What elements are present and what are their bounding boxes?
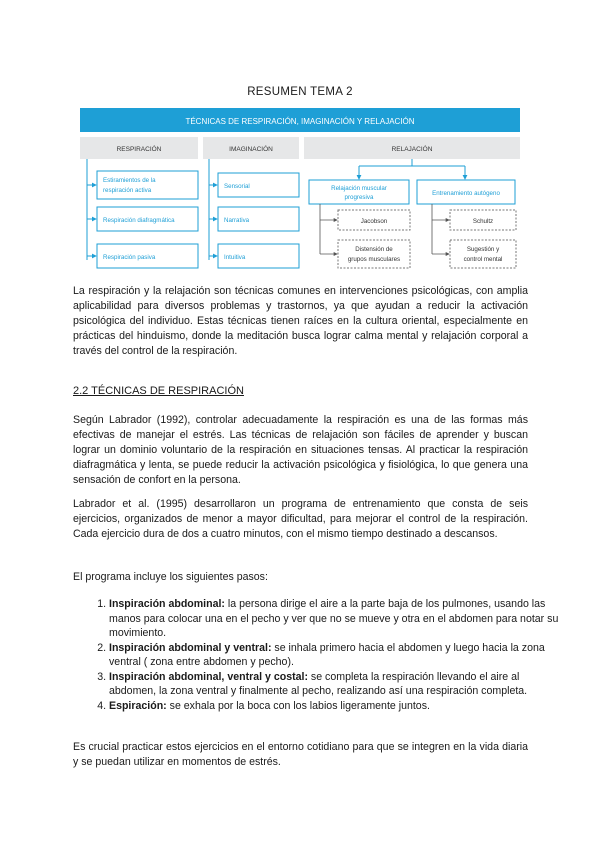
sub-jacobson-text: Jacobson <box>360 218 388 225</box>
techniques-diagram <box>80 108 520 274</box>
relajacion-muscular-line1: Relajación muscular <box>331 185 387 192</box>
program-intro: El programa incluye los siguientes pasos: <box>73 571 268 583</box>
section-heading: 2.2 TÉCNICAS DE RESPIRACIÓN <box>73 385 244 397</box>
sub-distension-line1: Distensión de <box>355 246 393 253</box>
step-text: se inhala primero hacia el abdomen y luego hacia la zona ventral ( zona entre abdomen y pecho). <box>109 641 545 668</box>
respiracion-item-diafragmatica-text: Respiración diafragmática <box>103 217 175 224</box>
respiracion-item-activa-line1: Estiramientos de la <box>103 177 156 184</box>
intro-paragraph: La respiración y la relajación son técnicas comunes en intervenciones psicológicas, con amplia aplicabilidad para diversos problemas y trastornos, ya que ayudan a reducir la activación psicológica del individuo. Estas técnicas tienen raíces en la cultura oriental, especialmente en prácticas del hinduismo, donde la meditación busca lograr calma mental y relajación corporal a través del control de la respiración. <box>73 285 528 357</box>
sub-schultz-text: Schultz <box>472 218 494 225</box>
imaginacion-item-sensorial-text: Sensorial <box>224 183 250 190</box>
closing-paragraph: Es crucial practicar estos ejercicios en el entorno cotidiano para que se integren en la vida diaria y se puedan utilizar en momentos de estrés. <box>73 741 528 768</box>
imaginacion-item-narrativa-text: Narrativa <box>224 217 250 224</box>
list-item <box>109 699 564 714</box>
step-text: se exhala por la boca con los labios ligeramente juntos. <box>166 699 430 712</box>
relajacion-connector <box>359 159 465 179</box>
respiracion-item-pasiva-text: Respiración pasiva <box>103 254 156 261</box>
list-item <box>109 597 564 641</box>
document-title: RESUMEN TEMA 2 <box>247 86 353 98</box>
respiracion-item-activa <box>97 171 198 199</box>
header-respiracion-text: RESPIRACIÓN <box>116 146 162 153</box>
step-title: Inspiración abdominal, ventral y costal: <box>109 670 308 683</box>
step-text: se completa la respiración llevando el aire al abdomen, la zona ventral y finalmente al pecho, realizando así una respiración completa. <box>109 670 528 697</box>
step-title: Inspiración abdominal: <box>109 598 225 610</box>
step-title: Espiración: <box>109 699 167 712</box>
list-item <box>109 670 564 699</box>
step-title: Inspiración abdominal y ventral: <box>109 641 272 654</box>
step-text: la persona dirige el aire a la parte baja de los pulmones, usando las manos para colocar una en el pecho y ver que no se mueve y otra en el abdomen para notar su movimiento. <box>109 598 559 639</box>
sub-sugestion-line1: Sugestión y <box>466 246 500 253</box>
list-item <box>109 641 564 670</box>
sub-sugestion <box>450 240 516 268</box>
entrenamiento-autogeno-text: Entrenamiento autógeno <box>432 190 500 197</box>
steps-list <box>73 597 564 713</box>
paragraph-labrador-1992: Según Labrador (1992), controlar adecuadamente la respiración es una de las formas más efectivas de manejar el estrés. Las técnicas de relajación son fáciles de aprender y buscan lograr un dominio voluntario de la respiración en situaciones tensas. Al practicar la respiración diafragmática y lenta, se puede reducir la activación psicológica y fisiológica, lo que genera una sensación de confort en la persona. <box>73 414 528 486</box>
relajacion-muscular-line2: progresiva <box>344 194 374 201</box>
paragraph-labrador-1995: Labrador et al. (1995) desarrollaron un programa de entrenamiento que consta de seis ejercicios, organizados de menor a mayor dificultad, para mejorar el control de la respiración. Cada ejercicio dura de dos a cuatro minutos, con el mismo tiempo destinado a descansos. <box>73 498 528 540</box>
header-relajacion-text: RELAJACIÓN <box>391 146 433 153</box>
sub-distension-line2: grupos musculares <box>347 256 401 263</box>
diagram-banner-text: TÉCNICAS DE RESPIRACIÓN, IMAGINACIÓN Y RELAJACIÓN <box>185 117 415 126</box>
header-imaginacion-text: IMAGINACIÓN <box>229 146 273 153</box>
sub-sugestion-line2: control mental <box>463 256 503 263</box>
sub-distension <box>338 240 410 268</box>
respiracion-item-activa-line2: respiración activa <box>103 187 152 194</box>
imaginacion-item-intuitiva-text: Intuitiva <box>224 254 246 261</box>
